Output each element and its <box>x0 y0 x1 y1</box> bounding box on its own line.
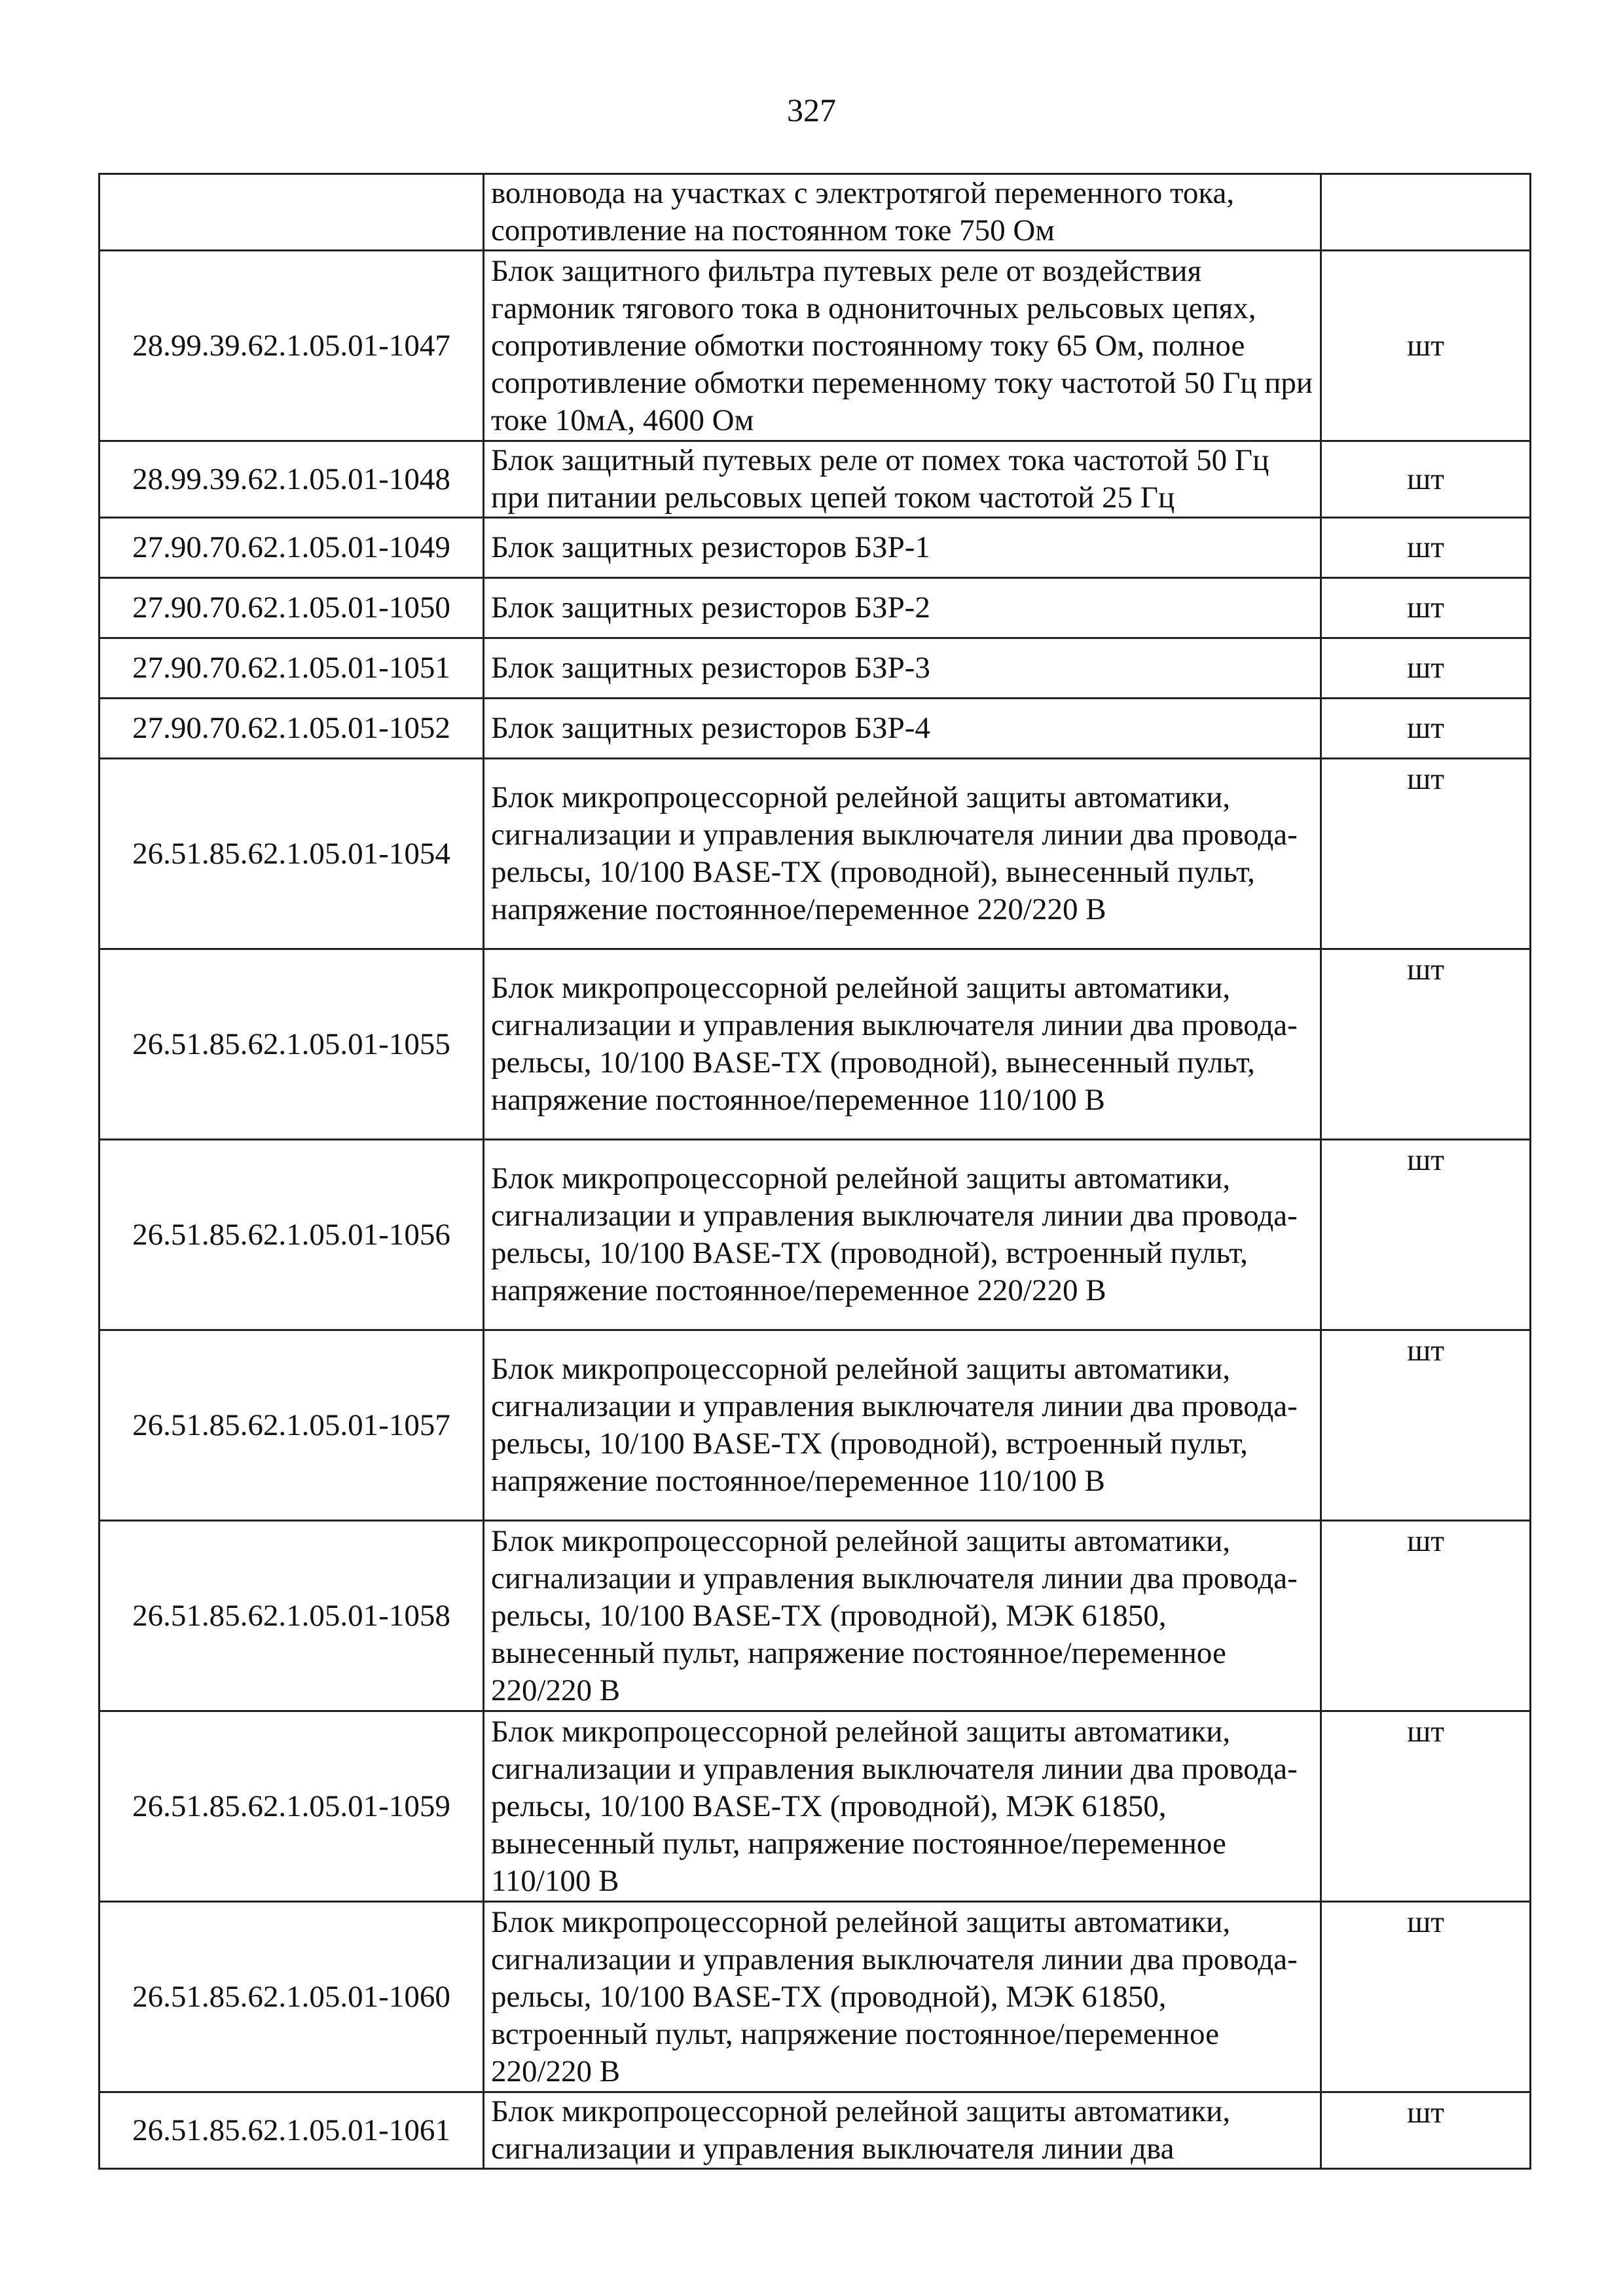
row-code-cell: 26.51.85.62.1.05.01-1056 <box>100 1140 484 1330</box>
row-name-cell: Блок защитный путевых реле от помех тока частотой 50 Гц при питании рельсовых цепей током частотой 25 Гц <box>484 441 1321 518</box>
table-row <box>100 699 1531 759</box>
row-unit-cell: шт <box>1321 578 1531 638</box>
row-code-cell: 26.51.85.62.1.05.01-1055 <box>100 949 484 1140</box>
table-row <box>100 759 1531 949</box>
catalog-table <box>98 173 1531 2170</box>
row-name-cell: Блок микропроцессорной релейной защиты автоматики, сигнализации и управления выключателя линии два <box>484 2092 1321 2169</box>
row-name-cell: Блок микропроцессорной релейной защиты автоматики, сигнализации и управления выключателя линии два провода-рельсы, 10/100 BASE-TX (проводной), встроенный пульт, напряжение постоянное/переменное 220/220 В <box>484 1140 1321 1330</box>
row-code-cell: 28.99.39.62.1.05.01-1047 <box>100 251 484 441</box>
row-unit-cell: шт <box>1321 441 1531 518</box>
table-row <box>100 251 1531 441</box>
row-code-cell: 26.51.85.62.1.05.01-1054 <box>100 759 484 949</box>
row-unit-cell: шт <box>1321 1521 1531 1711</box>
row-name-cell: Блок микропроцессорной релейной защиты автоматики, сигнализации и управления выключателя линии два провода-рельсы, 10/100 BASE-TX (проводной), вынесенный пульт, напряжение постоянное/переменное 110/100 В <box>484 949 1321 1140</box>
row-unit-cell: шт <box>1321 251 1531 441</box>
table-row <box>100 578 1531 638</box>
row-unit-cell: шт <box>1321 1330 1531 1521</box>
row-name-cell: Блок микропроцессорной релейной защиты автоматики, сигнализации и управления выключателя линии два провода-рельсы, 10/100 BASE-TX (проводной), встроенный пульт, напряжение постоянное/переменное 110/100 В <box>484 1330 1321 1521</box>
table-row <box>100 1521 1531 1711</box>
row-name-cell: Блок защитных резисторов БЗР-1 <box>484 518 1321 578</box>
row-name-cell: Блок микропроцессорной релейной защиты автоматики, сигнализации и управления выключателя линии два провода-рельсы, 10/100 BASE-TX (проводной), МЭК 61850, встроенный пульт, напряжение постоянное/переменное 220/220 В <box>484 1902 1321 2092</box>
page-number: 327 <box>787 92 836 128</box>
table-row <box>100 1140 1531 1330</box>
table-row <box>100 1711 1531 1902</box>
row-name-cell: Блок микропроцессорной релейной защиты автоматики, сигнализации и управления выключателя линии два провода-рельсы, 10/100 BASE-TX (проводной), МЭК 61850, вынесенный пульт, напряжение постоянное/переменное 110/100 В <box>484 1711 1321 1902</box>
row-name-cell: Блок микропроцессорной релейной защиты автоматики, сигнализации и управления выключателя линии два провода-рельсы, 10/100 BASE-TX (проводной), вынесенный пульт, напряжение постоянное/переменное 220/220 В <box>484 759 1321 949</box>
row-name-cell: Блок защитных резисторов БЗР-2 <box>484 578 1321 638</box>
table-row <box>100 1330 1531 1521</box>
row-unit-cell: шт <box>1321 1140 1531 1330</box>
row-unit-cell: шт <box>1321 518 1531 578</box>
table-row <box>100 174 1531 251</box>
row-code-cell <box>100 174 484 251</box>
row-unit-cell: шт <box>1321 759 1531 949</box>
row-unit-cell: шт <box>1321 638 1531 699</box>
row-unit-cell: шт <box>1321 1711 1531 1902</box>
row-code-cell: 26.51.85.62.1.05.01-1058 <box>100 1521 484 1711</box>
row-code-cell: 26.51.85.62.1.05.01-1060 <box>100 1902 484 2092</box>
row-name-cell: Блок защитных резисторов БЗР-4 <box>484 699 1321 759</box>
row-code-cell: 28.99.39.62.1.05.01-1048 <box>100 441 484 518</box>
table-row <box>100 638 1531 699</box>
table-row <box>100 1902 1531 2092</box>
catalog-table-body <box>100 174 1531 2169</box>
row-name-cell: Блок защитных резисторов БЗР-3 <box>484 638 1321 699</box>
table-row <box>100 949 1531 1140</box>
row-unit-cell: шт <box>1321 2092 1531 2169</box>
row-unit-cell: шт <box>1321 1902 1531 2092</box>
row-code-cell: 26.51.85.62.1.05.01-1057 <box>100 1330 484 1521</box>
row-code-cell: 26.51.85.62.1.05.01-1059 <box>100 1711 484 1902</box>
row-name-cell: Блок микропроцессорной релейной защиты автоматики, сигнализации и управления выключателя линии два провода-рельсы, 10/100 BASE-TX (проводной), МЭК 61850, вынесенный пульт, напряжение постоянное/переменное 220/220 В <box>484 1521 1321 1711</box>
row-unit-cell: шт <box>1321 949 1531 1140</box>
row-name-cell: волновода на участках с электротягой переменного тока, сопротивление на постоянном токе 750 Ом <box>484 174 1321 251</box>
row-code-cell: 27.90.70.62.1.05.01-1049 <box>100 518 484 578</box>
row-code-cell: 27.90.70.62.1.05.01-1052 <box>100 699 484 759</box>
table-row <box>100 518 1531 578</box>
row-unit-cell: шт <box>1321 699 1531 759</box>
table-row <box>100 441 1531 518</box>
table-row <box>100 2092 1531 2169</box>
row-name-cell: Блок защитного фильтра путевых реле от воздействия гармоник тягового тока в однониточных рельсовых цепях, сопротивление обмотки постоянному току 65 Ом, полное сопротивление обмотки переменному току частотой 50 Гц при токе 10мА, 4600 Ом <box>484 251 1321 441</box>
row-unit-cell <box>1321 174 1531 251</box>
row-code-cell: 27.90.70.62.1.05.01-1050 <box>100 578 484 638</box>
row-code-cell: 26.51.85.62.1.05.01-1061 <box>100 2092 484 2169</box>
row-code-cell: 27.90.70.62.1.05.01-1051 <box>100 638 484 699</box>
